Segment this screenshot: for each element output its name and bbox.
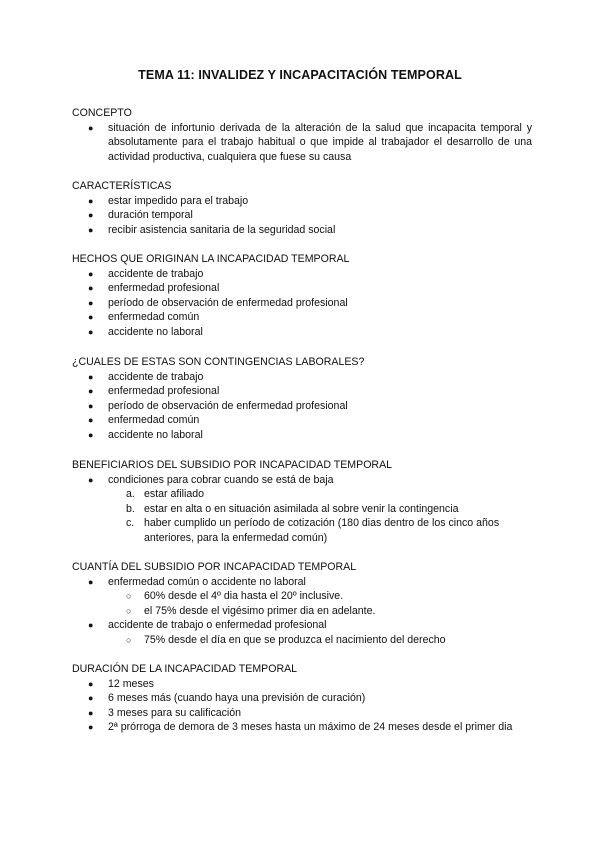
bullet-icon: ● — [88, 707, 94, 718]
list-item-text: accidente de trabajo — [108, 370, 204, 383]
bullet-icon: ● — [88, 400, 94, 411]
bullet-icon: ● — [88, 415, 94, 426]
list-item-text: estar impedido para el trabajo — [108, 194, 249, 207]
sub-list-item-text: el 75% desde el vigésimo primer dia en adelante. — [144, 604, 376, 617]
list-item-text: período de observación de enfermedad profesional — [108, 296, 348, 309]
bullet-icon: ● — [88, 122, 94, 133]
section-caracteristicas — [72, 179, 532, 237]
list-item-text: accidente de trabajo o enfermedad profesional — [108, 619, 327, 632]
list-item — [88, 296, 532, 311]
circle-bullet-icon: ○ — [126, 605, 132, 616]
circle-bullet-icon: ○ — [126, 634, 132, 645]
bullet-icon: ● — [88, 693, 94, 704]
sub-list-item-text: 60% desde el 4º dia hasta el 20º inclusive. — [144, 590, 344, 603]
list-item-text: 12 meses — [108, 677, 154, 690]
list-item-text: 6 meses más (cuando haya una previsión de curación) — [108, 692, 366, 705]
list-item — [88, 223, 532, 238]
section-beneficiarios — [72, 458, 532, 546]
sub-list-item-text: estar afiliado — [144, 488, 205, 501]
list-item — [88, 384, 532, 399]
list-item — [88, 325, 532, 340]
list-item-text: accidente no laboral — [108, 325, 203, 338]
list-item — [88, 473, 532, 488]
list-item-text: accidente de trabajo — [108, 267, 204, 280]
sub-list-item-text: estar en alta o en situación asimilada al sobre venir la contingencia — [144, 502, 459, 515]
bullet-icon: ● — [88, 429, 94, 440]
list-item — [88, 121, 532, 165]
list-marker: a. — [126, 488, 135, 501]
circle-bullet-icon: ○ — [126, 591, 132, 602]
section-heading: CONCEPTO — [72, 107, 132, 119]
list-item-text: recibir asistencia sanitaria de la seguridad social — [108, 223, 336, 236]
sub-list-item — [126, 516, 532, 545]
list-item-text: enfermedad profesional — [108, 282, 220, 295]
list-item — [88, 281, 532, 296]
sub-list-item — [126, 589, 532, 604]
bullet-icon: ● — [88, 386, 94, 397]
sub-list-item-text: 75% desde el día en que se produzca el nacimiento del derecho — [144, 633, 446, 646]
list-item — [88, 428, 532, 443]
bullet-icon: ● — [88, 297, 94, 308]
sub-list-item — [126, 633, 532, 648]
list-item — [88, 677, 532, 692]
section-concepto — [72, 106, 532, 164]
list-item-text: período de observación de enfermedad profesional — [108, 399, 348, 412]
list-item — [88, 194, 532, 209]
list-item-text: enfermedad profesional — [108, 385, 220, 398]
section-cuantia — [72, 560, 532, 648]
sub-list-item — [126, 502, 532, 517]
list-item — [88, 575, 532, 590]
list-marker: b. — [126, 502, 135, 515]
list-marker: c. — [126, 517, 135, 530]
bullet-icon: ● — [88, 371, 94, 382]
list-item — [88, 399, 532, 414]
section-heading: HECHOS QUE ORIGINAN LA INCAPACIDAD TEMPORAL — [72, 253, 350, 265]
list-item — [88, 413, 532, 428]
document-title: TEMA 11: INVALIDEZ Y INCAPACITACIÓN TEMPORAL — [138, 68, 462, 82]
bullet-icon: ● — [88, 283, 94, 294]
list-item — [88, 720, 532, 735]
list-item-text: enfermedad común o accidente no laboral — [108, 575, 306, 588]
list-item — [88, 267, 532, 282]
section-duracion — [72, 662, 532, 735]
section-heading: ¿CUALES DE ESTAS SON CONTINGENCIAS LABORALES? — [72, 356, 365, 368]
section-heading: CUANTÍA DEL SUBSIDIO POR INCAPACIDAD TEMPORAL — [72, 561, 357, 573]
sub-list-item — [126, 604, 532, 619]
bullet-icon: ● — [88, 722, 94, 733]
sub-list-item-text: haber cumplido un período de cotización (180 dias dentro de los cinco años anteriores, para la enfermedad común) — [144, 517, 500, 544]
list-item — [88, 208, 532, 223]
list-item-text: 3 meses para su calificación — [108, 706, 242, 719]
bullet-icon: ● — [88, 312, 94, 323]
bullet-icon: ● — [88, 576, 94, 587]
list-item — [88, 310, 532, 325]
bullet-icon: ● — [88, 678, 94, 689]
section-hechos — [72, 252, 532, 340]
section-heading: DURACIÓN DE LA INCAPACIDAD TEMPORAL — [72, 663, 298, 675]
list-item-text: condiciones para cobrar cuando se está de baja — [108, 473, 334, 486]
list-item-text: situación de infortunio derivada de la alteración de la salud que incapacita temporal y absolutamente para el trabajo habitual o que impide al trabajador el desarrollo de una actividad productiva, cualquiera que fuese su causa — [108, 121, 532, 163]
bullet-icon: ● — [88, 268, 94, 279]
list-item-text: duración temporal — [108, 209, 193, 222]
list-item-text: enfermedad común — [108, 311, 200, 324]
list-item — [88, 691, 532, 706]
bullet-icon: ● — [88, 474, 94, 485]
sub-list-item — [126, 487, 532, 502]
bullet-icon: ● — [88, 195, 94, 206]
list-item-text: enfermedad común — [108, 414, 200, 427]
section-contingencias — [72, 355, 532, 443]
bullet-icon: ● — [88, 224, 94, 235]
list-item-text: 2ª prórroga de demora de 3 meses hasta un máximo de 24 meses desde el primer dia — [108, 721, 513, 734]
section-heading: BENEFICIARIOS DEL SUBSIDIO POR INCAPACIDAD TEMPORAL — [72, 459, 393, 471]
list-item-text: accidente no laboral — [108, 428, 203, 441]
section-heading: CARACTERÍSTICAS — [72, 180, 172, 192]
bullet-icon: ● — [88, 620, 94, 631]
list-item — [88, 618, 532, 633]
bullet-icon: ● — [88, 210, 94, 221]
bullet-icon: ● — [88, 326, 94, 337]
list-item — [88, 706, 532, 721]
list-item — [88, 370, 532, 385]
